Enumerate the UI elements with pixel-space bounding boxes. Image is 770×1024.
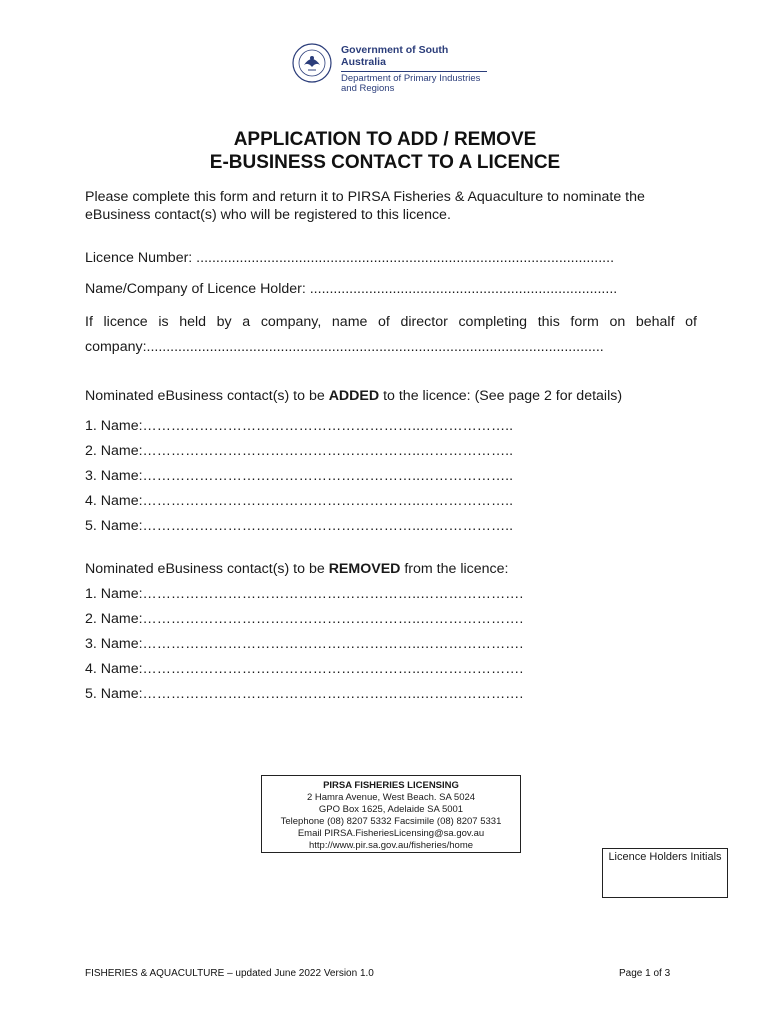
added-name-4[interactable]: 4. Name:…………………………………………………..……………….. (85, 493, 514, 509)
licence-number-field[interactable]: Licence Number: .......................................................................................................... (85, 250, 615, 266)
removed-name-2[interactable]: 2. Name:…………………………………………………..…………………. (85, 611, 524, 627)
address-phone: Telephone (08) 8207 5332 Facsimile (08) 8207 5331 (280, 816, 502, 827)
initials-label: Licence Holders Initials (608, 851, 722, 863)
header-divider (341, 71, 487, 72)
address-email: Email PIRSA.FisheriesLicensing@sa.gov.au (297, 828, 485, 839)
added-name-3[interactable]: 3. Name:…………………………………………………..……………….. (85, 468, 514, 484)
added-name-5[interactable]: 5. Name:…………………………………………………..……………….. (85, 518, 514, 534)
intro-paragraph: Please complete this form and return it to PIRSA Fisheries & Aquaculture to nominate the eBusiness contact(s) who will be registered to this licence. (85, 189, 645, 223)
government-name: Government of South Australia (341, 44, 449, 68)
department-name-line2: and Regions (341, 83, 395, 94)
address-line: 2 Hamra Avenue, West Beach. SA 5024 (306, 792, 476, 803)
removed-heading: Nominated eBusiness contact(s) to be REMOVED from the licence: (85, 561, 509, 577)
removed-name-4[interactable]: 4. Name:…………………………………………………..…………………. (85, 661, 524, 677)
licence-holder-field[interactable]: Name/Company of Licence Holder: .............................................................................. (85, 281, 618, 297)
page-number: Page 1 of 3 (619, 968, 671, 979)
sa-government-seal-icon (292, 43, 332, 83)
address-line: GPO Box 1625, Adelaide SA 5001 (318, 804, 464, 815)
form-title (0, 128, 770, 174)
removed-name-1[interactable]: 1. Name:…………………………………………………..…………………. (85, 586, 524, 602)
address-box (261, 775, 521, 853)
added-name-1[interactable]: 1. Name:…………………………………………………..……………….. (85, 418, 514, 434)
form-title-line1: APPLICATION TO ADD / REMOVE (233, 129, 537, 150)
department-name-line1: Department of Primary Industries (341, 73, 481, 84)
company-director-field[interactable]: company:.................................................................................................................... (85, 339, 604, 355)
footer-version: FISHERIES & AQUACULTURE – updated June 2022 Version 1.0 (85, 968, 374, 979)
licence-holder-initials-box[interactable] (602, 848, 728, 898)
form-title-line2: E-BUSINESS CONTACT TO A LICENCE (209, 152, 561, 173)
removed-name-3[interactable]: 3. Name:…………………………………………………..…………………. (85, 636, 524, 652)
added-heading: Nominated eBusiness contact(s) to be ADDED to the licence: (See page 2 for details) (85, 388, 623, 404)
added-name-2[interactable]: 2. Name:…………………………………………………..……………….. (85, 443, 514, 459)
address-website: http://www.pir.sa.gov.au/fisheries/home (308, 840, 474, 851)
government-logo (292, 43, 492, 94)
removed-name-5[interactable]: 5. Name:…………………………………………………..…………………. (85, 686, 524, 702)
company-director-line1: If licence is held by a company, name of director completing this form on behalf of (85, 314, 697, 330)
address-heading: PIRSA FISHERIES LICENSING (323, 780, 459, 791)
